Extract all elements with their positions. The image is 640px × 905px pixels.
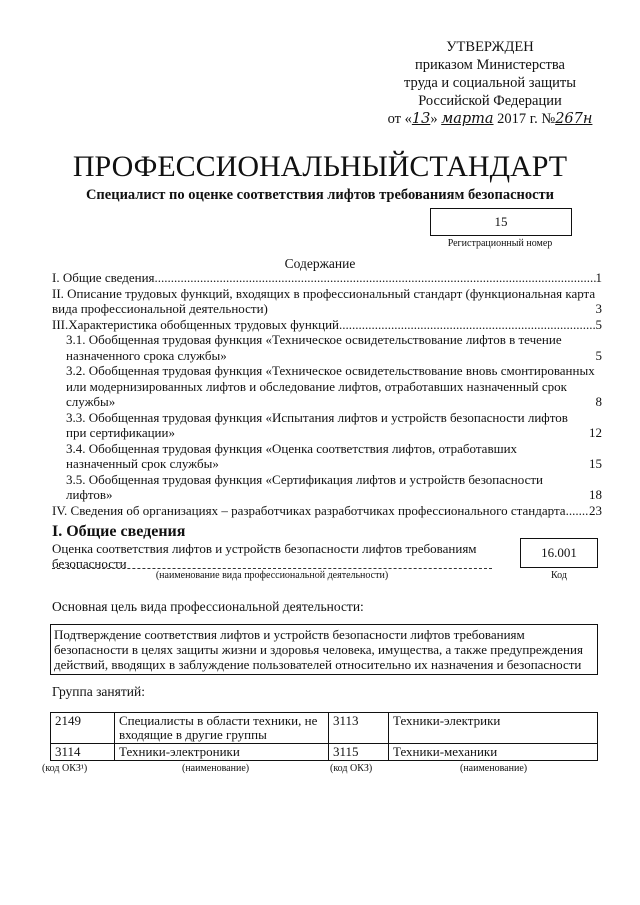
activity-code-caption: Код [551, 570, 567, 581]
section-heading: I. Общие сведения [52, 523, 186, 540]
caption-code: (код ОКЗ¹) [42, 763, 88, 774]
purpose-label: Основная цель вида профессиональной деятельности: [52, 599, 364, 614]
toc-item[interactable]: IV. Сведения об организациях – разработчиках разработчиках профессионального стандарта ..... 23 [52, 503, 602, 519]
occupation-name: Техники-электрики [389, 713, 598, 744]
approval-heading: УТВЕРЖДЕН [446, 39, 534, 55]
registration-number-label: Регистрационный номер [447, 238, 553, 249]
approval-date: от «13» марта 2017 г. №267н [387, 111, 593, 127]
toc-item[interactable]: III.Характеристика обобщенных трудовых функций ..... 5 [52, 317, 602, 333]
activity-caption: (наименование вида профессиональной деятельности) [155, 570, 389, 581]
toc-page: 8 [595, 394, 602, 409]
toc-item[interactable]: 3.1. Обобщенная трудовая функция «Техническое освидетельствование лифтов в течение назначенного срока службы» 5 [66, 332, 602, 363]
caption-name: (наименование) [182, 763, 250, 774]
okz-code: 2149 [51, 713, 115, 744]
approval-line: труда и социальной защиты [404, 75, 576, 91]
approval-day: 13 [411, 111, 431, 127]
toc-page: 12 [589, 425, 602, 440]
occupation-name: Специалисты в области техники, не входящие в другие группы [115, 713, 329, 744]
approval-month: марта [441, 111, 494, 127]
okz-code: 3115 [329, 744, 389, 761]
caption-code: (код ОКЗ) [330, 763, 373, 774]
approval-block [360, 38, 620, 128]
table-row [51, 744, 598, 761]
occupation-group-label: Группа занятий: [52, 684, 145, 699]
approval-line: Российской Федерации [418, 93, 562, 109]
okz-code: 3113 [329, 713, 389, 744]
toc-item[interactable]: II. Описание трудовых функций, входящих в профессиональный стандарт (функциональная карта вида профессиональной деятельности) 3 [52, 285, 602, 316]
table-of-contents [52, 270, 602, 518]
toc-item[interactable]: 3.2. Обобщенная трудовая функция «Техническое освидетельствование вновь смонтированных или модернизированных лифтов и обследование лифтов, отработавших назначенный срок службы» 8 [66, 363, 602, 409]
toc-page: 15 [589, 456, 602, 471]
occupation-name: Техники-электроники [115, 744, 329, 761]
approval-line: приказом Министерства [415, 57, 565, 73]
activity-code-box: 16.001 [520, 538, 598, 568]
toc-item[interactable]: 3.3. Обобщенная трудовая функция «Испытания лифтов и устройств безопасности лифтов при сертификации» 12 [66, 409, 602, 440]
activity-name: Оценка соответствия лифтов и устройств безопасности лифтов требованиям безопасности [52, 541, 477, 571]
toc-page: 1 [595, 270, 602, 285]
toc-page: 3 [595, 301, 602, 316]
table-row [51, 713, 598, 744]
toc-title: Содержание [284, 256, 356, 271]
document-title: ПРОФЕССИОНАЛЬНЫЙСТАНДАРТ [72, 150, 568, 183]
toc-page: 18 [589, 487, 602, 502]
okz-code: 3114 [51, 744, 115, 761]
toc-item[interactable]: I. Общие сведения ..... 1 [52, 270, 602, 286]
toc-page: 5 [595, 316, 602, 332]
approval-number: 267н [555, 111, 593, 127]
occupation-name: Техники-механики [389, 744, 598, 761]
toc-page: 5 [595, 347, 602, 363]
activity-underline [52, 568, 492, 569]
toc-item[interactable]: 3.4. Обобщенная трудовая функция «Оценка соответствия лифтов, отработавших назначенный срок службы» 15 [66, 440, 602, 471]
registration-number-box: 15 [430, 208, 572, 236]
caption-name: (наименование) [460, 763, 528, 774]
toc-item[interactable]: 3.5. Обобщенная трудовая функция «Сертификация лифтов и устройств безопасности лифтов» 18 [66, 471, 602, 502]
document-subtitle: Специалист по оценке соответствия лифтов требованиям безопасности [85, 187, 555, 203]
occupation-table [50, 712, 598, 761]
purpose-text: Подтверждение соответствия лифтов и устройств безопасности лифтов требованиям безопасности в целях защиты жизни и здоровья человека, имущества, а также предупреждения действий, вводящих в заблуждение пользователей относительно их назначения и безопасности [50, 624, 598, 675]
toc-page: 23 [589, 502, 602, 518]
